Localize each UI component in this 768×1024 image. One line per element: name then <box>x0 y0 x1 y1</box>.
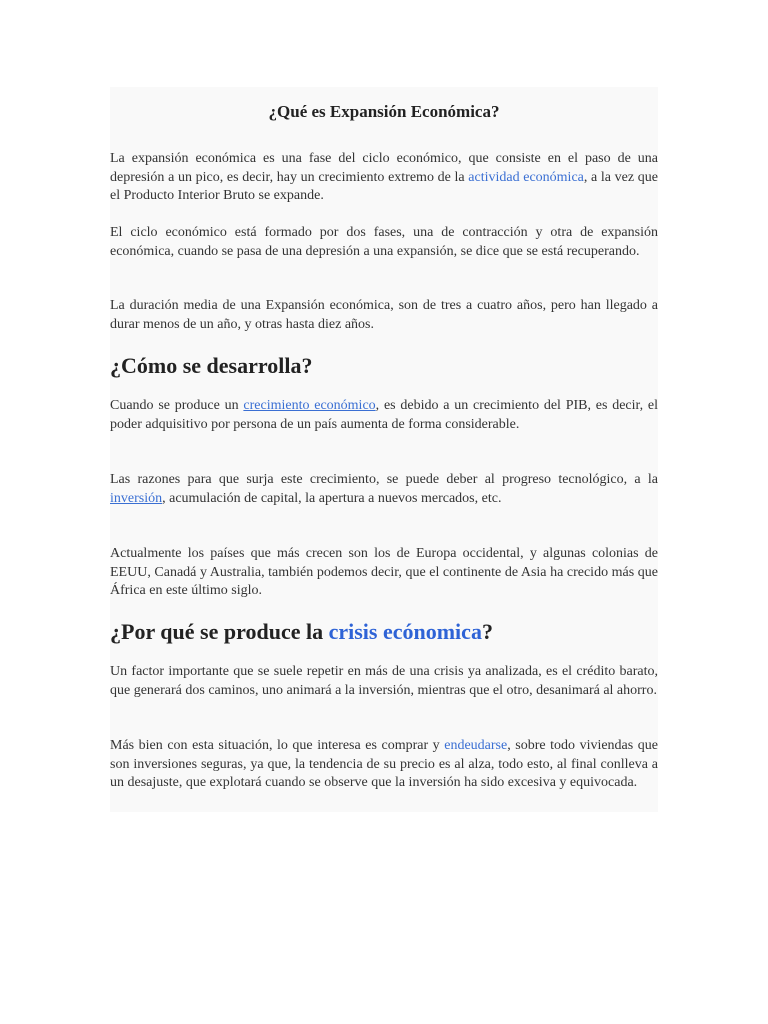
text-segment: , sobre todo viviendas que son inversiones seguras, ya que, la tendencia de su precio es al alza, todo esto, al final conlleva a un desajuste, que explotará cuando se observe que la inversión ha sido excesiva y equivocada. <box>110 738 658 791</box>
text-segment: , acumulación de capital, la apertura a nuevos mercados, etc. <box>162 490 502 506</box>
paragraph-razones <box>110 471 658 508</box>
paragraph-ciclo: El ciclo económico está formado por dos fases, una de contracción y otra de expansión económica, cuando se pasa de una depresión a una expansión, se dice que se está recuperando. <box>110 225 658 259</box>
text-segment: La expansión económica es una fase del ciclo económico, que consiste en el paso de una depresión a un pico, es decir, hay un crecimiento extremo de la <box>110 151 658 185</box>
text-segment: , es debido a un crecimiento del PIB, es decir, el poder adquisitivo por persona de un país aumenta de forma considerable. <box>110 398 658 432</box>
text-segment: Cuando se produce un <box>110 398 244 413</box>
heading-text: ? <box>481 619 493 644</box>
document-title: ¿Qué es Expansión Económica? <box>268 102 500 121</box>
link-endeudarse[interactable]: endeudarse <box>444 738 508 753</box>
text-segment: Las razones para que surja este crecimiento, se puede deber al progreso tecnológico, a la <box>110 472 658 487</box>
paragraph-definition <box>110 150 658 206</box>
heading-como-se-desarrolla: ¿Cómo se desarrolla? <box>110 353 313 378</box>
paragraph-crecimiento <box>110 397 658 434</box>
text-segment: Más bien con esta situación, lo que interesa es comprar y <box>110 738 445 753</box>
paragraph-factor: Un factor importante que se suele repetir en más de una crisis ya analizada, es el crédito barato, que generará dos caminos, uno animará a la inversión, mientras que el otro, desanimará al ahorro. <box>110 664 658 698</box>
paragraph-paises: Actualmente los países que más crecen son los de Europa occidental, y algunas colonias de EEUU, Canadá y Australia, también podemos decir, que el continente de Asia ha crecido más que África en este último siglo. <box>110 546 658 599</box>
link-crisis-economica[interactable]: crisis ecónomica <box>328 619 482 644</box>
text-segment: , a la vez que el Producto Interior Bruto se expande. <box>110 169 658 204</box>
paragraph-duracion: La duración media de una Expansión económica, son de tres a cuatro años, pero han llegado a durar menos de un año, y otras hasta diez años. <box>110 298 658 332</box>
paragraph-situacion <box>110 737 658 793</box>
heading-text: ¿Por qué se produce la <box>110 619 329 644</box>
link-inversion[interactable]: inversión <box>110 490 163 506</box>
link-crecimiento-economico[interactable]: crecimiento económico <box>243 398 376 413</box>
heading-por-que-se-produce <box>110 618 658 646</box>
link-actividad-economica[interactable]: actividad económica <box>468 169 584 185</box>
